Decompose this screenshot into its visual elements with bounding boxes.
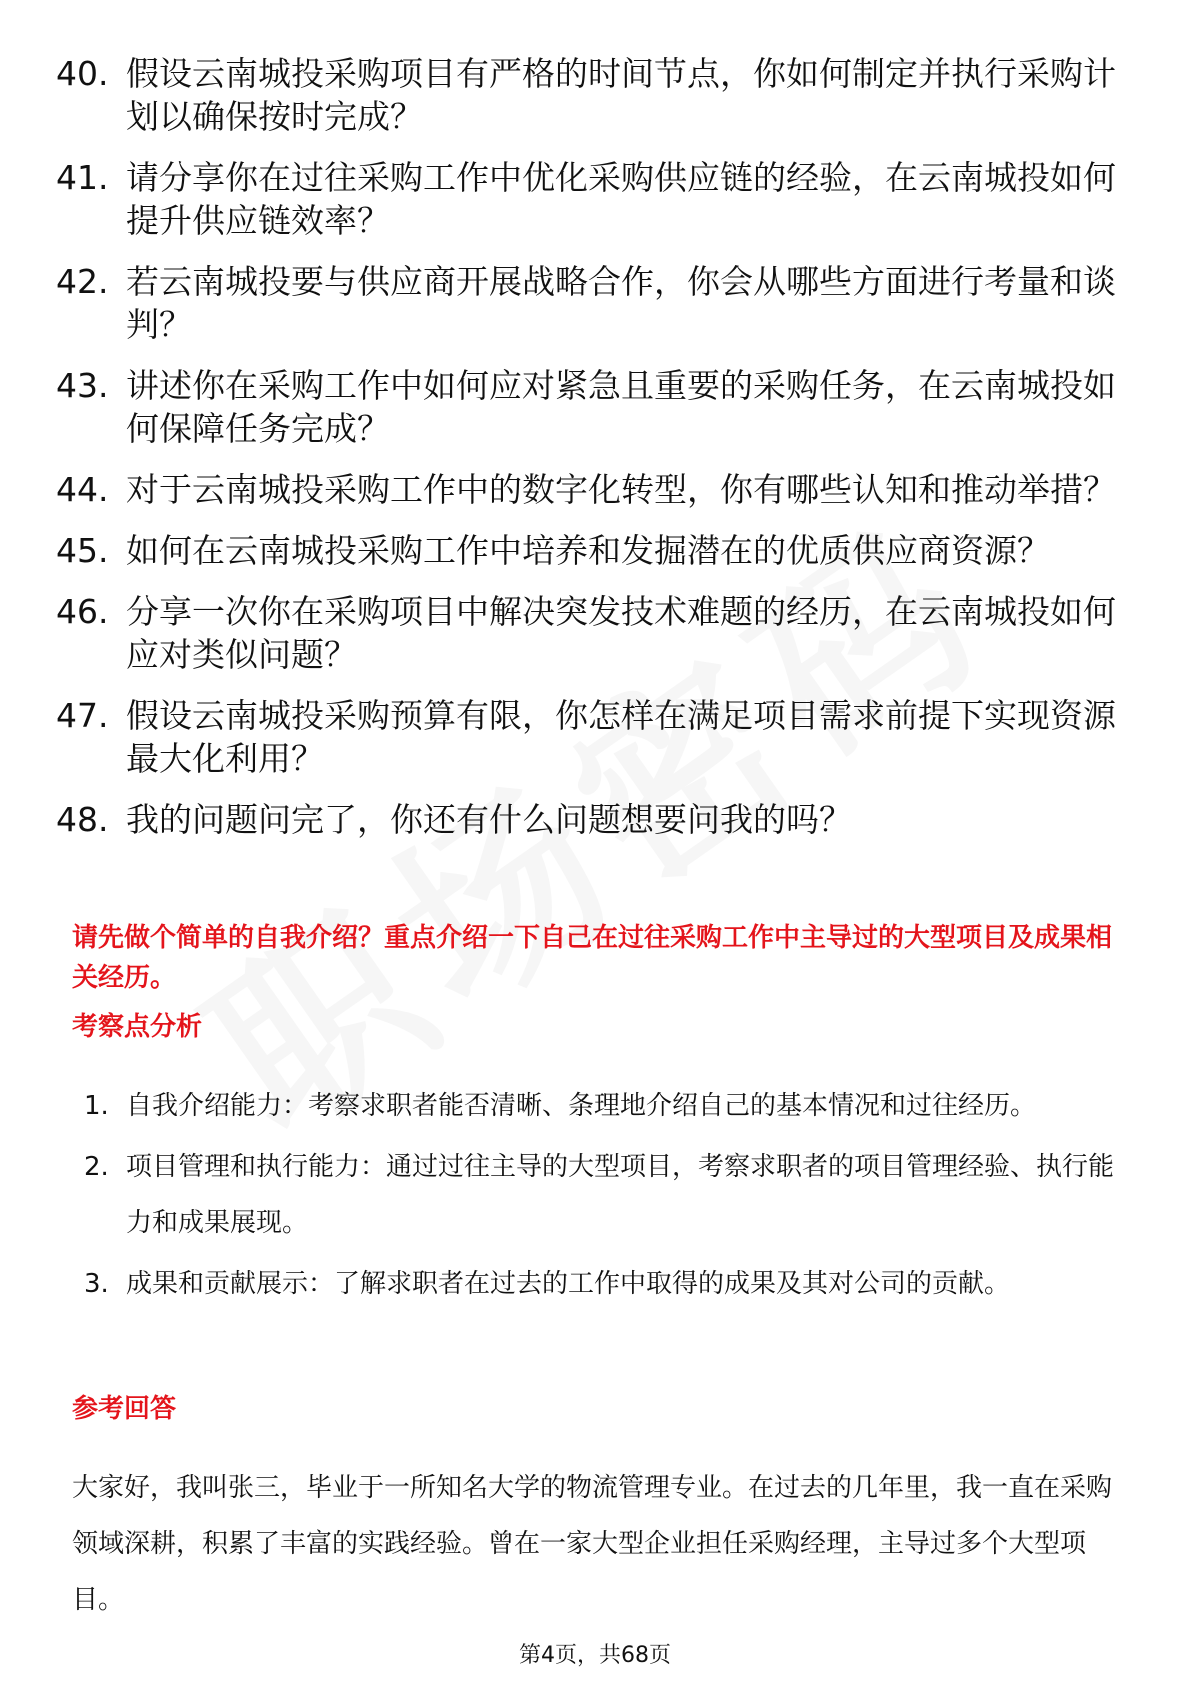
question-text: 假设云南城投采购预算有限，你怎样在满足项目需求前提下实现资源最大化利用？	[126, 696, 1116, 778]
analysis-item	[84, 1139, 1134, 1251]
question-text: 我的问题问完了，你还有什么问题想要问我的吗？	[126, 800, 852, 839]
highlight-question: 请先做个简单的自我介绍？重点介绍一下自己在过往采购工作中主导过的大型项目及成果相关经历。	[72, 923, 1113, 993]
question-text: 若云南城投要与供应商开展战略合作，你会从哪些方面进行考量和谈判？	[126, 262, 1116, 344]
answer-heading: 参考回答	[72, 1394, 177, 1424]
question-number: 47.	[56, 696, 109, 735]
question-number: 41.	[56, 158, 109, 197]
question-text: 假设云南城投采购项目有严格的时间节点，你如何制定并执行采购计划以确保按时完成？	[126, 54, 1116, 136]
answer-paragraph: 大家好，我叫张三，毕业于一所知名大学的物流管理专业。在过去的几年里，我一直在采购领域深耕，积累了丰富的实践经验。曾在一家大型企业担任采购经理，主导过多个大型项目。	[72, 1473, 1113, 1615]
question-text: 分享一次你在采购项目中解决突发技术难题的经历，在云南城投如何应对类似问题？	[126, 592, 1116, 674]
question-number: 40.	[56, 54, 109, 93]
question-item	[56, 364, 1136, 450]
question-text: 请分享你在过往采购工作中优化采购供应链的经验，在云南城投如何提升供应链效率？	[126, 158, 1116, 240]
question-item	[56, 52, 1136, 138]
question-item	[56, 156, 1136, 242]
analysis-heading: 考察点分析	[72, 1012, 203, 1042]
question-number: 44.	[56, 470, 109, 509]
question-item	[56, 529, 1136, 572]
analysis-text: 项目管理和执行能力：通过过往主导的大型项目，考察求职者的项目管理经验、执行能力和成果展现。	[126, 1152, 1115, 1238]
analysis-item	[84, 1256, 1134, 1312]
analysis-item	[84, 1078, 1134, 1134]
analysis-list	[84, 1078, 1134, 1317]
question-item	[56, 798, 1136, 841]
question-item	[56, 468, 1136, 511]
analysis-text: 成果和贡献展示：了解求职者在过去的工作中取得的成果及其对公司的贡献。	[126, 1269, 1011, 1299]
question-number: 48.	[56, 800, 109, 839]
analysis-number: 2.	[84, 1152, 109, 1182]
question-list	[56, 52, 1136, 859]
question-text: 如何在云南城投采购工作中培养和发掘潜在的优质供应商资源？	[126, 531, 1050, 570]
question-item	[56, 590, 1136, 676]
question-number: 46.	[56, 592, 109, 631]
question-item	[56, 694, 1136, 780]
question-item	[56, 260, 1136, 346]
analysis-number: 3.	[84, 1269, 109, 1299]
page-footer: 第4页，共68页	[519, 1643, 671, 1668]
question-text: 对于云南城投采购工作中的数字化转型，你有哪些认知和推动举措？	[126, 470, 1116, 509]
analysis-text: 自我介绍能力：考察求职者能否清晰、条理地介绍自己的基本情况和过往经历。	[126, 1091, 1037, 1121]
question-number: 45.	[56, 531, 109, 570]
analysis-number: 1.	[84, 1091, 109, 1121]
question-number: 43.	[56, 366, 109, 405]
question-text: 讲述你在采购工作中如何应对紧急且重要的采购任务，在云南城投如何保障任务完成？	[126, 366, 1116, 448]
question-number: 42.	[56, 262, 109, 301]
